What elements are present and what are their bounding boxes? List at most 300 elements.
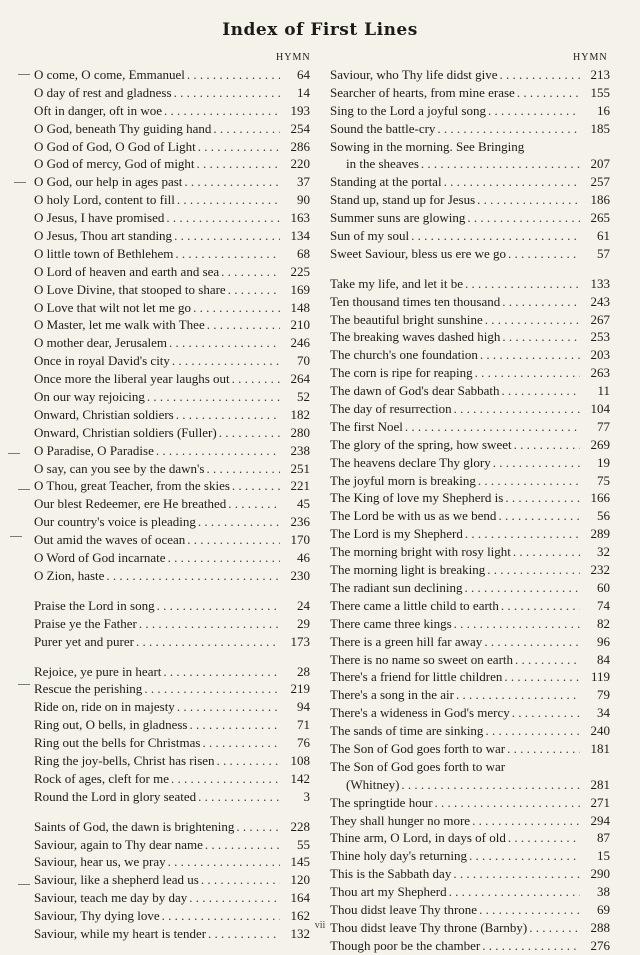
hymn-number: 225 [290,263,310,279]
index-entry [34,281,310,299]
hymn-number: 163 [290,210,310,226]
hymn-number: 108 [290,752,310,768]
hymn-number: 203 [590,347,610,363]
hymn-number: 104 [590,401,610,417]
index-entry [34,370,310,388]
dot-leader [169,770,280,788]
hymn-number: 280 [290,424,310,440]
section-gap [34,651,310,663]
dot-leader [175,191,280,209]
index-entry [330,84,610,102]
index-entry [330,311,610,329]
hymn-number: 37 [297,174,310,190]
first-line-text: Praise the Lord in song [34,597,155,613]
index-entry [330,704,610,722]
hymn-number [580,758,610,776]
index-entry [330,382,610,400]
first-line-text: The first Noel [330,418,403,434]
index-entry [34,818,310,836]
index-entry [34,84,310,102]
index-entry [34,615,310,633]
page-folio: vii [314,920,326,931]
first-line-text: Ring the joy-bells, Christ has risen [34,752,215,768]
first-line-text: Sun of my soul [330,228,410,244]
hymn-number: 16 [597,102,610,118]
hymn-number: 133 [590,275,610,291]
hymn-number: 96 [597,633,610,649]
dot-leader [230,477,280,495]
first-line-text: O day of rest and gladness [34,84,172,100]
section-gap [34,806,310,818]
dot-leader [399,776,580,794]
index-entry [34,263,310,281]
hymn-number: 15 [597,848,610,864]
dot-leader [162,102,280,120]
hymn-number: 119 [590,669,610,685]
hymn-number: 61 [597,228,610,244]
index-entry [34,299,310,317]
dot-leader [166,549,280,567]
dot-leader [230,370,280,388]
index-entry [330,543,610,561]
page-title: Index of First Lines [222,20,418,40]
index-entry [330,209,610,227]
index-entry [330,722,610,740]
dot-leader [187,889,280,907]
dot-leader [475,191,580,209]
dot-leader [515,84,580,102]
pencil-mark [8,453,20,454]
section-gap [34,585,310,597]
hymn-number: 170 [290,532,310,548]
dot-leader [451,865,580,883]
index-entry [34,209,310,227]
index-entry [330,400,610,418]
index-entry [330,418,610,436]
first-line-text: Oft in danger, oft in woe [34,102,163,118]
pencil-mark [18,489,30,490]
dot-leader [185,66,280,84]
first-line-text: Our country's voice is pleading [34,514,196,530]
first-line-text: O Thou, great Teacher, from the skies [34,478,230,494]
index-entry [330,901,610,919]
hymn-number: 56 [597,508,610,524]
first-line-text: Once more the liberal year laughs out [34,371,230,387]
hymn-number: 38 [597,884,610,900]
first-line-text: The Lord be with us as we bend [330,508,497,524]
hymn-number: 238 [290,442,310,458]
hymn-number: 14 [297,84,310,100]
index-entry [34,871,310,889]
index-entry [330,364,610,382]
first-line-text: There is a green hill far away [330,633,483,649]
hymn-number: 207 [590,156,610,172]
first-line-text: Praise ye the Father [34,615,137,631]
index-entry [330,293,610,311]
first-line-text: Sing to the Lord a joyful song [330,102,486,118]
dot-leader [463,525,580,543]
hymn-number: 57 [597,245,610,261]
first-line-text: Take my life, and let it be [330,275,464,291]
dot-leader [196,513,280,531]
dot-leader [447,883,580,901]
dot-leader [104,567,280,585]
index-entry [34,334,310,352]
dot-leader [196,788,280,806]
first-line-text: Ring out, O bells, in gladness [34,717,188,733]
hymn-number: 68 [297,245,310,261]
hymn-number: 186 [590,192,610,208]
hymn-number: 232 [590,562,610,578]
dot-leader [454,686,580,704]
first-line-text: They shall hunger no more [330,812,471,828]
index-entry [330,454,610,472]
hymn-number: 246 [290,335,310,351]
hymn-number: 132 [290,925,310,941]
index-entry [330,651,610,669]
hymn-number: 220 [290,156,310,172]
first-line-text: The dawn of God's dear Sabbath [330,383,500,399]
hymn-number: 213 [590,67,610,82]
first-line-text: The radiant sun declining [330,579,463,595]
index-entry [34,633,310,651]
index-entry [34,770,310,788]
hymn-number: 145 [290,854,310,870]
first-line-text: O Jesus, I have promised [34,210,165,226]
first-line-text: The sands of time are sinking [330,723,484,739]
first-line-text: O Jesus, Thou art standing [34,228,173,244]
first-line-text: Purer yet and purer [34,633,134,649]
first-line-text: O God of God, O God of Light [34,138,196,154]
hymn-number: 52 [297,389,310,405]
hymn-number: 281 [590,776,610,792]
hymn-number: 28 [297,663,310,679]
first-line-text: The Son of God goes forth to war [330,758,506,774]
dot-leader [137,615,280,633]
dot-leader [219,263,280,281]
first-line-text: The springtide hour [330,794,433,810]
index-entry [330,120,610,138]
index-entry [330,66,610,84]
first-line-text: O God, beneath Thy guiding hand [34,120,212,136]
index-entry [330,937,610,955]
index-entry [34,680,310,698]
index-entry [34,245,310,263]
index-entry [330,472,610,490]
first-line-text: O come, O come, Emmanuel [34,67,185,82]
pencil-mark [14,182,26,183]
dot-leader [503,489,580,507]
index-entry [34,663,310,681]
dot-leader [419,155,580,173]
index-entry [34,120,310,138]
dot-leader [510,704,580,722]
hymn-number: 276 [590,937,610,953]
dot-leader [409,227,580,245]
hymn-number: 286 [290,138,310,154]
hymn-number: 253 [590,329,610,345]
index-entry [330,138,610,156]
dot-leader [452,400,580,418]
hymn-number: 254 [290,120,310,136]
first-line-text: The corn is ripe for reaping [330,365,473,381]
dot-leader [482,633,580,651]
index-entry [330,275,610,293]
index-entry [34,788,310,806]
dot-leader [463,275,580,293]
first-line-text: The Lord is my Shepherd [330,526,463,542]
index-entry [330,173,610,191]
dot-leader [465,209,580,227]
dot-leader [483,311,580,329]
dot-leader [226,495,280,513]
index-entry [34,442,310,460]
first-line-text: Thou didst leave Thy throne [330,901,478,917]
index-entry [34,155,310,173]
index-entry [330,597,610,615]
first-line-text: in the sheaves [346,156,419,172]
dot-leader [500,382,581,400]
hymn-number: 169 [290,281,310,297]
hymn-number: 221 [290,478,310,494]
hymn-number: 46 [297,550,310,566]
dot-leader [476,472,580,490]
dot-leader [195,155,280,173]
first-line-text: The beautiful bright sunshine [330,311,483,327]
first-line-text: There's a wideness in God's mercy [330,705,510,721]
first-line-text: O Word of God incarnate [34,550,166,566]
dot-leader [155,597,280,615]
index-entry [330,883,610,901]
hymn-number: 264 [290,371,310,387]
hymn-number: 148 [290,299,310,315]
index-entry [34,173,310,191]
dot-leader [478,346,580,364]
hymn-number: 90 [297,192,310,208]
dot-leader [170,352,280,370]
hymn-number: 71 [297,717,310,733]
hymn-number: 79 [597,687,610,703]
dot-leader [467,847,580,865]
first-line-text: Searcher of hearts, from mine erase [330,84,515,100]
dot-leader [145,388,280,406]
hymn-number: 290 [590,866,610,882]
first-line-text: O Master, let me walk with Thee [34,317,205,333]
first-line-text: Ride on, ride on in majesty [34,699,175,715]
hymn-number: 185 [590,120,610,136]
dot-leader [234,818,280,836]
dot-leader [226,281,280,299]
hymn-number: 19 [597,454,610,470]
dot-leader [142,680,280,698]
first-line-text: Saviour, teach me day by day [34,890,188,906]
index-entry [330,191,610,209]
index-entry [34,66,310,84]
dot-leader [167,334,280,352]
dot-leader [172,227,280,245]
hymn-number: 173 [290,633,310,649]
first-line-text: Once in royal David's city [34,353,170,369]
hymn-number: 267 [590,311,610,327]
hymn-number: 265 [590,210,610,226]
dot-leader [211,120,280,138]
index-entry [34,191,310,209]
index-entry [330,686,610,704]
index-entry [330,507,610,525]
index-entry [34,836,310,854]
first-line-text: There is no name so sweet on earth [330,651,514,667]
first-line-text: There's a song in the air [330,687,454,703]
hymn-number: 82 [597,615,610,631]
dot-leader [498,66,580,84]
index-entry [330,102,610,120]
pencil-mark [18,684,30,685]
first-line-text: Saviour, Thy dying love [34,908,160,924]
hymn-number: 182 [290,406,310,422]
hymn-number: 269 [590,436,610,452]
first-line-text: The King of love my Shepherd is [330,490,504,506]
pencil-mark [10,536,22,537]
index-entry [34,734,310,752]
section-gap [330,263,610,275]
index-entry [34,531,310,549]
index-entry [330,525,610,543]
first-line-text: Saviour, hear us, we pray [34,854,166,870]
dot-leader [166,853,280,871]
first-line-text: Out amid the waves of ocean [34,532,186,548]
index-entry [34,495,310,513]
dot-leader [473,364,580,382]
hymn-number: 24 [297,597,310,613]
hymn-number: 134 [290,228,310,244]
dot-leader [172,84,280,102]
index-entry [330,227,610,245]
hymn-number: 181 [590,740,610,756]
hymn-number: 64 [297,67,310,82]
first-line-text: Sound the battle-cry [330,120,436,136]
dot-leader [433,794,580,812]
index-entry [330,865,610,883]
dot-leader [205,316,280,334]
hymn-number: 155 [590,84,610,100]
first-line-text: There came three kings [330,615,452,631]
index-entry [34,853,310,871]
first-line-text: Saviour, like a shepherd lead us [34,872,199,888]
index-entry [330,615,610,633]
first-line-text: The heavens declare Thy glory [330,454,491,470]
first-line-text: There came a little child to earth [330,597,499,613]
index-entry [34,889,310,907]
index-entry [34,698,310,716]
first-line-text: There's a friend for little children [330,669,503,685]
dot-leader [200,734,280,752]
first-line-text: Standing at the portal [330,174,442,190]
hymn-number: 289 [590,526,610,542]
index-entry [330,346,610,364]
first-line-text: The breaking waves dashed high [330,329,501,345]
index-entry [330,847,610,865]
index-entry [34,549,310,567]
dot-leader [174,406,280,424]
hymn-number: 236 [290,514,310,530]
dot-leader [185,531,280,549]
first-line-text: On our way rejoicing [34,389,145,405]
hymn-number: 55 [297,836,310,852]
dot-leader [191,299,280,317]
dot-leader [486,102,580,120]
hymn-number: 74 [597,597,610,613]
pencil-mark [18,884,30,885]
first-line-text: Saviour, again to Thy dear name [34,836,203,852]
first-line-text: O Love that wilt not let me go [34,299,192,315]
first-line-text: Ring out the bells for Christmas [34,735,201,751]
index-entry [330,489,610,507]
dot-leader [496,507,580,525]
hymn-number: 164 [290,890,310,906]
first-line-text: Thou didst leave Thy throne (Barnby) [330,919,528,935]
index-entry [330,794,610,812]
first-line-text: O God, our help in ages past [34,174,183,190]
first-line-text: Saviour, who Thy life didst give [330,67,498,82]
index-entry [34,316,310,334]
dot-leader [203,836,280,854]
index-entry [330,758,610,776]
hymn-number: 210 [290,317,310,333]
dot-leader [204,460,280,478]
hymn-number: 120 [290,872,310,888]
hymn-number: 228 [290,818,310,834]
first-line-text: This is the Sabbath day [330,866,452,882]
hymn-number: 251 [290,460,310,476]
hymn-number: 240 [590,723,610,739]
hymn-number: 29 [297,615,310,631]
dot-leader [463,579,581,597]
first-line-text: O Zion, haste [34,567,105,583]
first-line-text: Rejoice, ye pure in heart [34,663,162,679]
hymn-number: 34 [597,705,610,721]
index-entry [330,740,610,758]
dot-leader [154,442,280,460]
index-entry [330,155,610,173]
index-entry [34,352,310,370]
index-entry [330,668,610,686]
dot-leader [511,543,580,561]
first-line-text: Saviour, while my heart is tender [34,925,207,941]
hymn-number: 70 [297,353,310,369]
dot-leader [500,293,580,311]
index-entry [330,776,610,794]
first-line-text: The church's one foundation [330,347,478,363]
dot-leader [499,597,580,615]
dot-leader [477,901,580,919]
hymn-number: 243 [590,293,610,309]
hymn-number: 219 [290,681,310,697]
dot-leader [173,245,280,263]
index-entry [330,812,610,830]
first-line-text: Round the Lord in glory seated [34,788,197,804]
dot-leader [524,138,580,156]
first-line-text: Summer suns are glowing [330,210,466,226]
first-line-text: Though poor be the chamber [330,937,481,953]
hymn-number: 75 [597,472,610,488]
index-entry [34,102,310,120]
dot-leader [505,758,580,776]
index-entry [34,597,310,615]
first-line-text: O Love Divine, that stooped to share [34,281,226,297]
first-line-text: Onward, Christian soldiers [34,406,174,422]
hymn-number: 263 [590,365,610,381]
dot-leader [134,633,280,651]
